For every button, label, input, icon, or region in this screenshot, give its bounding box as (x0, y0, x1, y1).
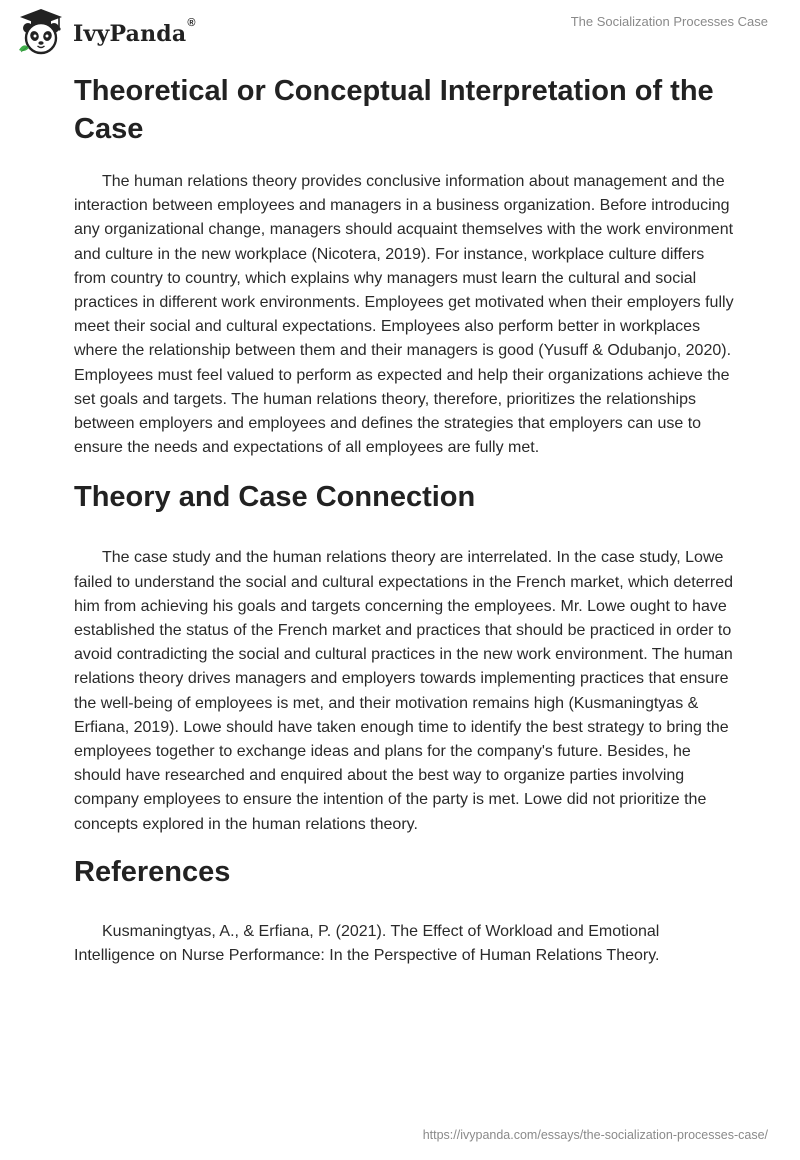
footer-url-link[interactable]: https://ivypanda.com/essays/the-socialization-processes-case/ (422, 1128, 768, 1142)
essay-content (74, 72, 734, 968)
brand-name: IvyPanda® (73, 17, 196, 47)
section-interpretation (74, 72, 734, 460)
reference-entry: Kusmaningtyas, A., & Erfiana, P. (2021). The Effect of Workload and Emotional Intelligence on Nurse Performance: In the Perspective of Human Relations Theory. (74, 922, 660, 965)
section-heading-theory-case-connection: Theory and Case Connection (74, 481, 476, 514)
paragraph-interpretation: The human relations theory provides conclusive information about management and the interaction between employees and managers in a business organization. Before introducing any organizational change, managers should acquaint themselves with the work environment and culture in the new workplace (Nicotera, 2019). For instance, workplace culture differs from country to country, which explains why managers must learn the cultural and social practices in different work environments. Employees get motivated when their employers fully meet their social and cultural expectations. Employees also perform better in workplaces where the relationship between them and their managers is good (Yusuff & Odubanjo, 2020). Employees must feel valued to perform as expected and help their organizations achieve the set goals and targets. The human relations theory, therefore, prioritizes the relationships between employers and employees and defines the strategies that employers can use to ensure the needs and expectations of all employees are fully met. (74, 173, 734, 457)
document-title: The Socialization Processes Case (570, 14, 768, 29)
paragraph-theory-case-connection: The case study and the human relations theory are interrelated. In the case study, Lowe failed to understand the social and cultural expectations in the French market, which deterred him from achieving his goals and targets concerning the employees. Mr. Lowe ought to have established the status of the French market and practices that should be practiced in order to avoid contradicting the social and cultural practices in the new work environment. The human relations theory drives managers and employers towards implementing practices that ensure the well-being of employees is met, and their motivation remains high (Kusmaningtyas & Erfiana, 2019). Lowe should have taken enough time to identify the best strategy to bring the employees together to exchange ideas and plans for the company's future. Besides, he should have researched and enquired about the best way to organize parties involving company employees to ensure the intention of the party is met. Lowe did not prioritize the concepts explored in the human relations theory. (74, 549, 734, 833)
section-references (74, 853, 734, 968)
panda-logo-icon (15, 6, 67, 58)
section-theory-case-connection (74, 478, 734, 836)
brand-logo[interactable] (15, 6, 196, 58)
section-heading-interpretation: Theoretical or Conceptual Interpretation of the Case (74, 75, 714, 145)
section-heading-references: References (74, 855, 231, 888)
page-header (0, 0, 800, 70)
